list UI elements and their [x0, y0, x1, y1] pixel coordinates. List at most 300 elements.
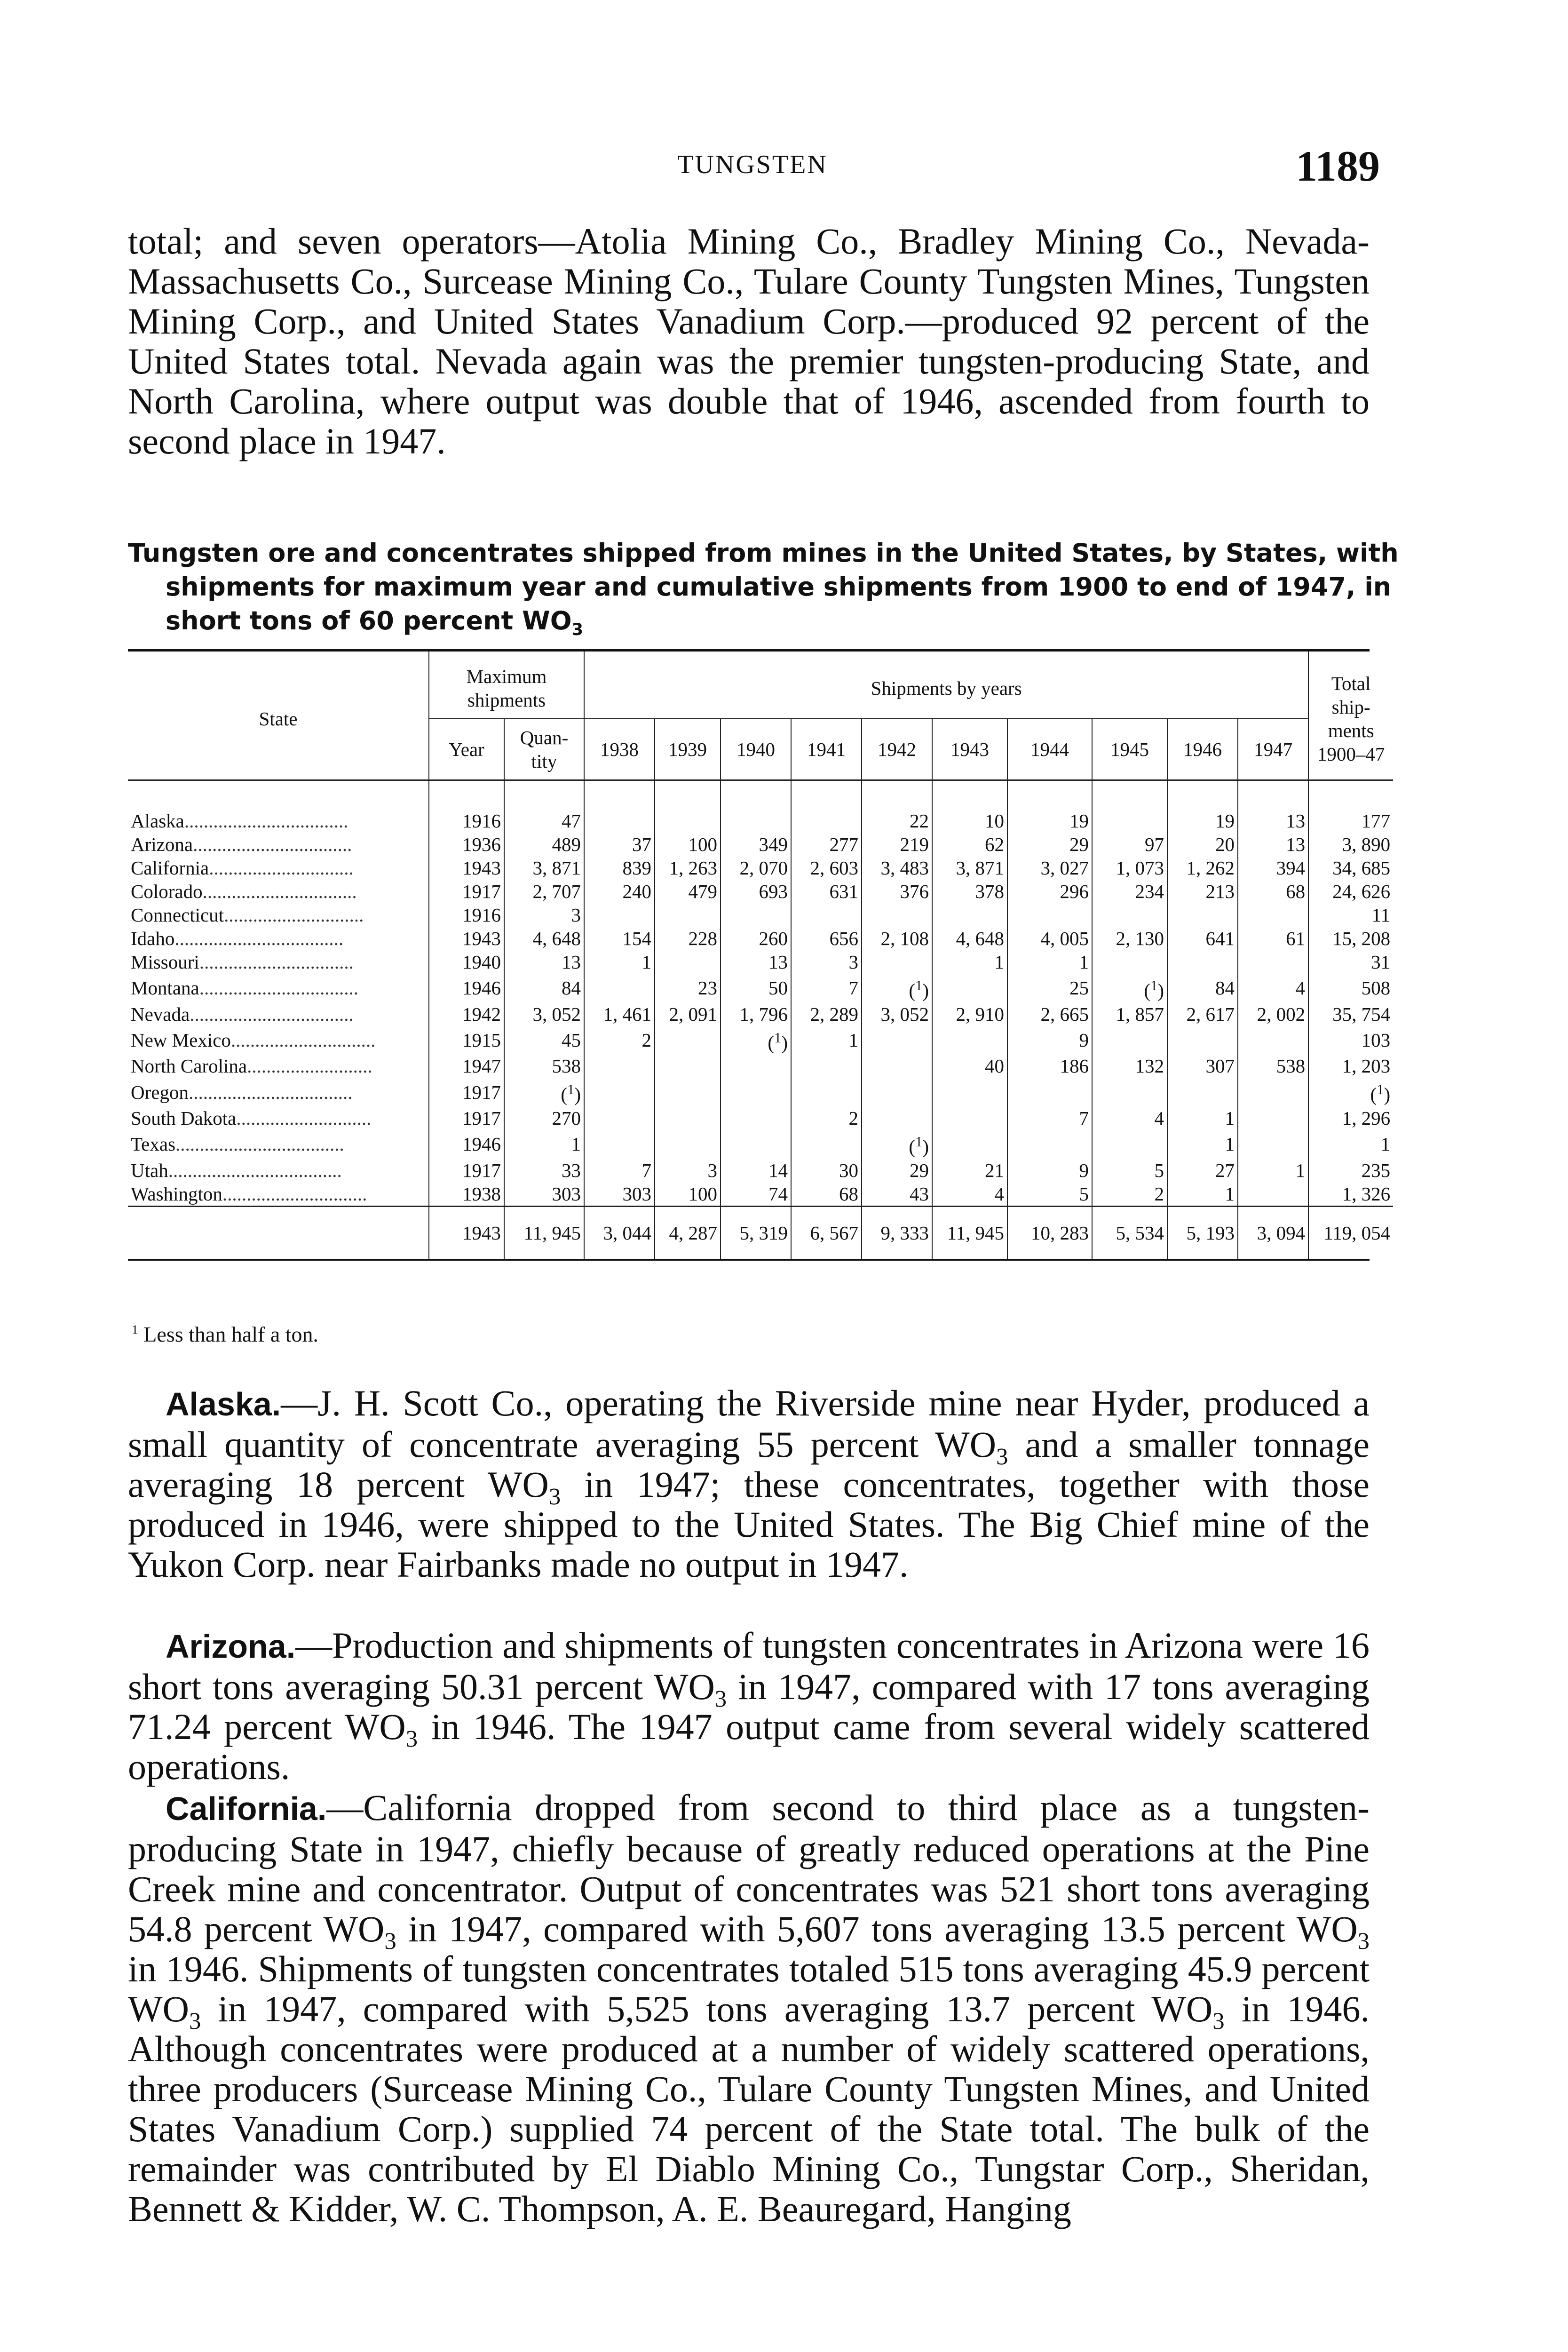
year-value-cell [791, 780, 862, 833]
year-value-cell: 234 [1092, 880, 1167, 903]
max-year-cell: 1915 [429, 1026, 504, 1055]
table-row [128, 903, 1393, 927]
table-row [128, 950, 1393, 974]
intro-text: total; and seven operators—Atolia Mining Co., Bradley Mining Co., Nevada-Massachusetts Co., Surcease Mining Co., Tulare County Tungsten Mines, Tungsten Mining Corp., and United States Vanadium Corp.—produced 92 percent of the United States total. Nevada again was the premier tungsten-producing State, and North Carolina, where output was double that of 1946, ascended from fourth to second place in 1947. [128, 221, 1370, 461]
state-cell [128, 903, 429, 927]
total-cell: 508 [1308, 974, 1393, 1002]
year-value-cell [655, 780, 721, 833]
table-row [128, 1026, 1393, 1055]
dot-leader: ................................. [193, 834, 352, 855]
section-alaska-heading: Alaska. [166, 1386, 281, 1422]
year-value-cell [721, 1106, 791, 1130]
year-value-cell [1007, 1078, 1092, 1106]
section-alaska-text: Alaska.—J. H. Scott Co., operating the Riverside mine near Hyder, produced a small quantity of concentrate averaging 55 percent $WO_3$ and a smaller tonnage averaging 18 percent $WO_3$ in 1947; these concentrates, together with those produced in 1946, were shipped to the United States. The Big Chief mine of the Yukon Corp. near Fairbanks made no output in 1947. [128, 1383, 1370, 1585]
dot-leader: .................................. [188, 1081, 353, 1103]
year-value-cell [862, 1106, 932, 1130]
max-year-cell: 1946 [429, 1130, 504, 1159]
state-name: Oregon [131, 1081, 189, 1103]
state-cell [128, 1159, 429, 1182]
dot-leader: .......................... [247, 1055, 372, 1077]
year-value-cell [1238, 1078, 1308, 1106]
state-name: California [131, 857, 209, 879]
year-value-cell [791, 1054, 862, 1078]
year-value-cell: 641 [1167, 927, 1238, 950]
year-value-cell: 4, 648 [932, 927, 1007, 950]
total-cell: 34, 685 [1308, 856, 1393, 880]
header-year-1942: 1942 [862, 719, 932, 780]
year-value-cell [655, 903, 721, 927]
year-value-cell: 1, 461 [584, 1002, 655, 1026]
year-value-cell: 154 [584, 927, 655, 950]
year-value-cell [1238, 903, 1308, 927]
year-value-cell [655, 1078, 721, 1106]
dot-leader: ................................. [199, 977, 358, 999]
year-value-cell: 3, 871 [932, 856, 1007, 880]
section-alaska [128, 1383, 1370, 1584]
state-cell [128, 856, 429, 880]
year-value-cell: 19 [1167, 780, 1238, 833]
year-value-cell: 97 [1092, 833, 1167, 856]
year-value-cell: 376 [862, 880, 932, 903]
total-row-year-value: 4, 287 [655, 1206, 721, 1259]
header-year-1944: 1944 [1007, 719, 1092, 780]
state-cell [128, 1182, 429, 1207]
state-name: Washington [131, 1183, 222, 1205]
total-row-year-value: 6, 567 [791, 1206, 862, 1259]
year-value-cell: 2, 289 [791, 1002, 862, 1026]
year-value-cell: 1 [584, 950, 655, 974]
year-value-cell: 62 [932, 833, 1007, 856]
running-title: TUNGSTEN [677, 150, 828, 179]
max-year-cell: 1917 [429, 1078, 504, 1106]
year-value-cell: 25 [1007, 974, 1092, 1002]
year-value-cell: 4 [1092, 1106, 1167, 1130]
header-row-1 [128, 652, 1393, 719]
state-name: Connecticut [131, 904, 224, 926]
year-value-cell: 9 [1007, 1159, 1092, 1182]
year-value-cell: 7 [584, 1159, 655, 1182]
header-year-1943: 1943 [932, 719, 1007, 780]
max-quantity-cell: 45 [504, 1026, 584, 1055]
state-cell [128, 1026, 429, 1055]
max-quantity-cell: 3, 871 [504, 856, 584, 880]
table-row [128, 780, 1393, 833]
year-value-cell [584, 1054, 655, 1078]
dot-leader: ................................... [175, 1133, 344, 1155]
total-row-year-value: 5, 319 [721, 1206, 791, 1259]
year-value-cell [721, 1054, 791, 1078]
year-value-cell [721, 1130, 791, 1159]
year-value-cell [1238, 1026, 1308, 1055]
intro-paragraph [128, 221, 1370, 461]
year-value-cell: 2, 070 [721, 856, 791, 880]
section-arizona-heading: Arizona. [166, 1628, 296, 1665]
state-name: Arizona [131, 834, 193, 855]
state-cell [128, 1106, 429, 1130]
year-value-cell: 9 [1007, 1026, 1092, 1055]
section-california-text: California.—California dropped from second to third place as a tungsten-producing State in 1947, chiefly because of greatly reduced operations at the Pine Creek mine and concentrator. Output of concentrates was 521 short tons averaging 54.8 percent $WO_3$ in 1947, compared with 5,607 tons averaging 13.5 percent $WO_3$ in 1946. Shipments of tungsten concentrates totaled 515 tons averaging 45.9 percent $WO_3$ in 1947, compared with 5,525 tons averaging 13.7 percent $WO_3$ in 1946. Although concentrates were produced at a number of widely scattered operations, three producers (Surcease Mining Co., Tulare County Tungsten Mines, and United States Vanadium Corp.) supplied 74 percent of the State total. The bulk of the remainder was contributed by El Diablo Mining Co., Tungstar Corp., Sheridan, Bennett & Kidder, W. C. Thompson, A. E. Beauregard, Hanging [128, 1787, 1370, 2229]
max-quantity-cell: 84 [504, 974, 584, 1002]
state-cell [128, 974, 429, 1002]
year-value-cell: 839 [584, 856, 655, 880]
year-value-cell [1092, 780, 1167, 833]
dot-leader: ................................ [202, 881, 357, 902]
year-value-cell: 693 [721, 880, 791, 903]
table-body [128, 780, 1393, 1259]
year-value-cell: 378 [932, 880, 1007, 903]
year-value-cell [1238, 1106, 1308, 1130]
year-value-cell [721, 903, 791, 927]
table-row [128, 1159, 1393, 1182]
state-name: Texas [131, 1133, 176, 1155]
footnote [132, 1322, 318, 1347]
footnote-marker: 1 [132, 1322, 138, 1337]
state-name: New Mexico [131, 1029, 231, 1051]
year-value-cell [1167, 903, 1238, 927]
total-row-grand-total: 119, 054 [1308, 1206, 1393, 1259]
header-year-1945: 1945 [1092, 719, 1167, 780]
state-cell [128, 927, 429, 950]
table-row [128, 1106, 1393, 1130]
max-quantity-cell: 538 [504, 1054, 584, 1078]
year-value-cell: 22 [862, 780, 932, 833]
year-value-cell: 1 [1238, 1159, 1308, 1182]
year-value-cell: 394 [1238, 856, 1308, 880]
total-row-year-value: 10, 283 [1007, 1206, 1092, 1259]
max-year-cell: 1938 [429, 1182, 504, 1207]
year-value-cell: 277 [791, 833, 862, 856]
year-value-cell [791, 903, 862, 927]
total-cell: ($^1$) [1308, 1078, 1393, 1106]
shipments-table-wrap [128, 649, 1391, 1261]
max-quantity-cell: 4, 648 [504, 927, 584, 950]
year-value-cell: 100 [655, 833, 721, 856]
table-row [128, 833, 1393, 856]
year-value-cell [932, 1026, 1007, 1055]
year-value-cell [862, 950, 932, 974]
year-value-cell [1007, 1130, 1092, 1159]
year-value-cell: 2, 665 [1007, 1002, 1092, 1026]
year-value-cell [932, 1106, 1007, 1130]
max-year-cell: 1947 [429, 1054, 504, 1078]
table-row [128, 974, 1393, 1002]
shipments-table [128, 652, 1393, 1259]
year-value-cell: 3, 052 [862, 1002, 932, 1026]
year-value-cell: 61 [1238, 927, 1308, 950]
table-row [128, 1182, 1393, 1207]
year-value-cell: 3 [655, 1159, 721, 1182]
max-year-cell: 1917 [429, 1159, 504, 1182]
year-value-cell: 21 [932, 1159, 1007, 1182]
total-cell: 15, 208 [1308, 927, 1393, 950]
total-cell: 1, 203 [1308, 1054, 1393, 1078]
table-row [128, 1130, 1393, 1159]
year-value-cell: 1 [932, 950, 1007, 974]
max-quantity-cell: 13 [504, 950, 584, 974]
year-value-cell: 2 [791, 1106, 862, 1130]
header-shipments-by-years: Shipments by years [584, 652, 1308, 719]
year-value-cell: 1 [1167, 1130, 1238, 1159]
year-value-cell: 74 [721, 1182, 791, 1207]
year-value-cell: 349 [721, 833, 791, 856]
year-value-cell: 10 [932, 780, 1007, 833]
footnote-text: Less than half a ton. [143, 1322, 319, 1346]
total-row-quantity: 11, 945 [504, 1206, 584, 1259]
max-quantity-cell: ($^1$) [504, 1078, 584, 1106]
total-cell: 235 [1308, 1159, 1393, 1182]
year-value-cell: 2, 002 [1238, 1002, 1308, 1026]
table-row [128, 856, 1393, 880]
max-year-cell: 1917 [429, 1106, 504, 1130]
total-row-year-value: 5, 534 [1092, 1206, 1167, 1259]
year-value-cell: 213 [1167, 880, 1238, 903]
max-year-cell: 1946 [429, 974, 504, 1002]
year-value-cell: 479 [655, 880, 721, 903]
year-value-cell: 186 [1007, 1054, 1092, 1078]
max-year-cell: 1936 [429, 833, 504, 856]
year-value-cell [584, 780, 655, 833]
header-year-1941: 1941 [791, 719, 862, 780]
year-value-cell: 1 [791, 1026, 862, 1055]
year-value-cell: 100 [655, 1182, 721, 1207]
year-value-cell [1167, 1026, 1238, 1055]
section-arizona-text: Arizona.—Production and shipments of tungsten concentrates in Arizona were 16 short tons averaging 50.31 percent $WO_3$ in 1947, compared with 17 tons averaging 71.24 percent $WO_3$ in 1946. The 1947 output came from several widely scattered operations. [128, 1625, 1370, 1787]
year-value-cell [1238, 1130, 1308, 1159]
year-value-cell [1238, 1182, 1308, 1207]
year-value-cell: 43 [862, 1182, 932, 1207]
year-value-cell [584, 1078, 655, 1106]
state-name: Utah [131, 1159, 168, 1181]
table-caption [128, 536, 1407, 638]
year-value-cell: 29 [862, 1159, 932, 1182]
year-value-cell [1092, 1026, 1167, 1055]
year-value-cell: 2, 617 [1167, 1002, 1238, 1026]
header-year-1947: 1947 [1238, 719, 1308, 780]
dot-leader: .............................. [222, 1183, 367, 1205]
year-value-cell: 2, 130 [1092, 927, 1167, 950]
year-value-cell [862, 1078, 932, 1106]
state-cell [128, 1002, 429, 1026]
dot-leader: .................................... [168, 1159, 342, 1181]
header-total-shipments: Total ship-ments 1900–47 [1308, 652, 1393, 780]
year-value-cell: 7 [791, 974, 862, 1002]
max-year-cell: 1942 [429, 1002, 504, 1026]
total-cell: 177 [1308, 780, 1393, 833]
state-cell [128, 833, 429, 856]
year-value-cell [584, 903, 655, 927]
total-row-year-value: 11, 945 [932, 1206, 1007, 1259]
year-value-cell [862, 903, 932, 927]
page-number: 1189 [1296, 142, 1380, 190]
year-value-cell [655, 1054, 721, 1078]
header-year: Year [429, 719, 504, 780]
year-value-cell: 20 [1167, 833, 1238, 856]
header-year-1946: 1946 [1167, 719, 1238, 780]
year-value-cell: 132 [1092, 1054, 1167, 1078]
year-value-cell: 538 [1238, 1054, 1308, 1078]
total-cell: 1 [1308, 1130, 1393, 1159]
total-row-year-value: 5, 193 [1167, 1206, 1238, 1259]
year-value-cell: 296 [1007, 880, 1092, 903]
year-value-cell [1092, 903, 1167, 927]
year-value-cell: 19 [1007, 780, 1092, 833]
header-year-1939: 1939 [655, 719, 721, 780]
year-value-cell: 4, 005 [1007, 927, 1092, 950]
year-value-cell [721, 780, 791, 833]
year-value-cell: 2, 108 [862, 927, 932, 950]
year-value-cell: 5 [1007, 1182, 1092, 1207]
year-value-cell: 7 [1007, 1106, 1092, 1130]
year-value-cell [932, 1130, 1007, 1159]
total-cell: 3, 890 [1308, 833, 1393, 856]
year-value-cell: ($^1$) [862, 1130, 932, 1159]
year-value-cell: 2, 910 [932, 1002, 1007, 1026]
max-quantity-cell: 3, 052 [504, 1002, 584, 1026]
running-head [0, 141, 1568, 193]
section-california-heading: California. [166, 1790, 327, 1827]
header-quantity: Quan-tity [504, 719, 584, 780]
state-name: Alaska [131, 810, 184, 832]
year-value-cell [1092, 1078, 1167, 1106]
table-row [128, 927, 1393, 950]
year-value-cell [655, 950, 721, 974]
year-value-cell: 1 [1167, 1182, 1238, 1207]
year-value-cell: 1, 857 [1092, 1002, 1167, 1026]
table-row [128, 1002, 1393, 1026]
max-quantity-cell: 2, 707 [504, 880, 584, 903]
year-value-cell [584, 1130, 655, 1159]
total-row-year-value: 3, 094 [1238, 1206, 1308, 1259]
total-cell: 35, 754 [1308, 1002, 1393, 1026]
year-value-cell: 4 [932, 1182, 1007, 1207]
year-value-cell: 13 [1238, 833, 1308, 856]
year-value-cell: 3 [791, 950, 862, 974]
year-value-cell: 303 [584, 1182, 655, 1207]
year-value-cell: 631 [791, 880, 862, 903]
max-quantity-cell: 47 [504, 780, 584, 833]
year-value-cell: 219 [862, 833, 932, 856]
max-year-cell: 1943 [429, 856, 504, 880]
year-value-cell: 30 [791, 1159, 862, 1182]
table-bottom-rule [128, 1259, 1370, 1261]
section-california [128, 1788, 1370, 2229]
year-value-cell: ($^1$) [721, 1026, 791, 1055]
dot-leader: .................................. [190, 1003, 354, 1025]
year-value-cell: 228 [655, 927, 721, 950]
year-value-cell [932, 1078, 1007, 1106]
max-quantity-cell: 303 [504, 1182, 584, 1207]
state-cell [128, 1054, 429, 1078]
year-value-cell: 68 [1238, 880, 1308, 903]
year-value-cell [791, 1078, 862, 1106]
dot-leader: ................................ [199, 951, 354, 973]
state-cell [128, 950, 429, 974]
year-value-cell [791, 1130, 862, 1159]
year-value-cell: 13 [721, 950, 791, 974]
year-value-cell [862, 1054, 932, 1078]
state-name: Montana [131, 977, 199, 999]
year-value-cell: 2, 091 [655, 1002, 721, 1026]
year-value-cell [932, 903, 1007, 927]
total-row [128, 1206, 1393, 1259]
state-name: North Carolina [131, 1055, 247, 1077]
state-name: Colorado [131, 881, 203, 902]
header-state: State [128, 652, 429, 780]
year-value-cell: 656 [791, 927, 862, 950]
year-value-cell: 240 [584, 880, 655, 903]
year-value-cell: 5 [1092, 1159, 1167, 1182]
total-row-year-value: 9, 333 [862, 1206, 932, 1259]
year-value-cell: 68 [791, 1182, 862, 1207]
year-value-cell [1167, 1078, 1238, 1106]
year-value-cell: 1, 073 [1092, 856, 1167, 880]
header-maximum-shipments: Maximum shipments [429, 652, 584, 719]
max-quantity-cell: 489 [504, 833, 584, 856]
table-row [128, 880, 1393, 903]
dot-leader: .............................. [230, 1029, 376, 1051]
year-value-cell: 13 [1238, 780, 1308, 833]
year-value-cell: 1 [1167, 1106, 1238, 1130]
year-value-cell: 1, 262 [1167, 856, 1238, 880]
total-cell: 1, 296 [1308, 1106, 1393, 1130]
year-value-cell [1007, 903, 1092, 927]
year-value-cell [655, 1106, 721, 1130]
year-value-cell: 307 [1167, 1054, 1238, 1078]
max-quantity-cell: 3 [504, 903, 584, 927]
year-value-cell [1167, 950, 1238, 974]
max-quantity-cell: 1 [504, 1130, 584, 1159]
year-value-cell: 1, 796 [721, 1002, 791, 1026]
year-value-cell: 4 [1238, 974, 1308, 1002]
total-row-label [128, 1206, 429, 1259]
total-cell: 24, 626 [1308, 880, 1393, 903]
year-value-cell [1238, 950, 1308, 974]
state-cell [128, 1130, 429, 1159]
caption-subscript: 3 [571, 620, 584, 639]
year-value-cell: 2, 603 [791, 856, 862, 880]
year-value-cell: 1, 263 [655, 856, 721, 880]
section-arizona [128, 1625, 1370, 1787]
table-row [128, 1054, 1393, 1078]
state-name: Idaho [131, 928, 175, 949]
year-value-cell: 23 [655, 974, 721, 1002]
max-year-cell: 1916 [429, 780, 504, 833]
year-value-cell [932, 974, 1007, 1002]
year-value-cell [1092, 1130, 1167, 1159]
year-value-cell: 1 [1007, 950, 1092, 974]
max-quantity-cell: 33 [504, 1159, 584, 1182]
total-cell: 1, 326 [1308, 1182, 1393, 1207]
total-cell: 31 [1308, 950, 1393, 974]
year-value-cell: 2 [584, 1026, 655, 1055]
max-year-cell: 1916 [429, 903, 504, 927]
table-row [128, 1078, 1393, 1106]
max-year-cell: 1917 [429, 880, 504, 903]
year-value-cell: ($^1$) [1092, 974, 1167, 1002]
year-value-cell: 29 [1007, 833, 1092, 856]
header-year-1938: 1938 [584, 719, 655, 780]
dot-leader: ............................ [236, 1107, 372, 1129]
year-value-cell [862, 1026, 932, 1055]
total-row-year: 1943 [429, 1206, 504, 1259]
year-value-cell: 40 [932, 1054, 1007, 1078]
year-value-cell: 37 [584, 833, 655, 856]
state-name: Nevada [131, 1003, 190, 1025]
year-value-cell [655, 1130, 721, 1159]
header-year-1940: 1940 [721, 719, 791, 780]
state-cell [128, 780, 429, 833]
year-value-cell: 50 [721, 974, 791, 1002]
